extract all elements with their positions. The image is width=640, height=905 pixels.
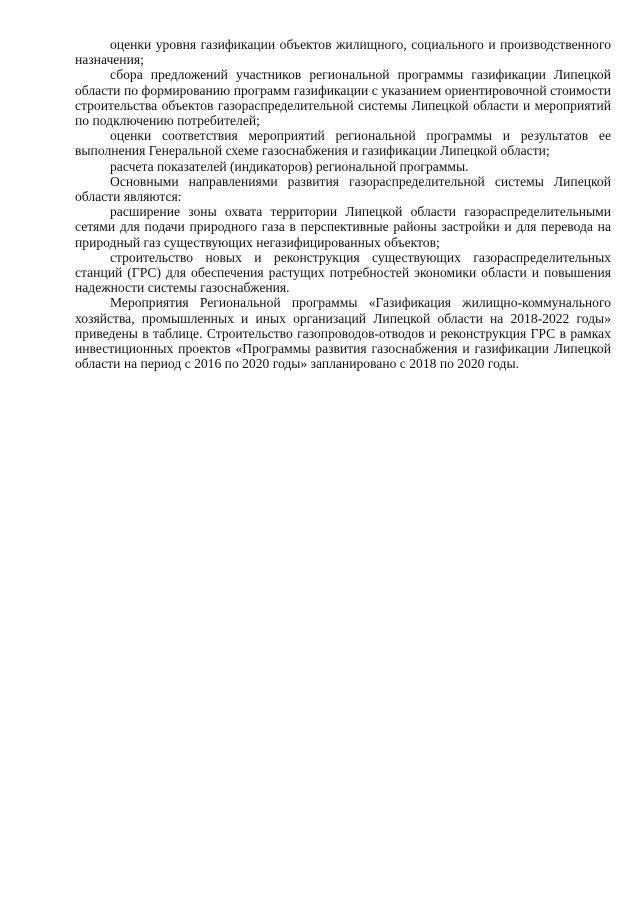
paragraph-proposals-collection: сбора предложений участников региональной программы газификации Липецкой области по формированию программ газификации с указанием ориентировочной стоимости строительства объектов газораспределительной системы Липецкой области и мероприятий по подключению потребителей; [75,67,611,129]
paragraph-main-directions: Основными направлениями развития газораспределительной системы Липецкой области являются: [75,173,611,205]
paragraph-compliance-assessment: оценки соответствия мероприятий региональной программы и результатов ее выполнения Генеральной схеме газоснабжения и газификации Липецкой области; [75,128,611,159]
paragraph-program-activities: Мероприятия Региональной программы «Газификация жилищно-коммунального хозяйства, промышленных и иных организаций Липецкой области на 2018-2022 годы» приведены в таблице. Строительство газопроводов-отводов и реконструкция ГРС в рамках инвестиционных проектов «Программы развития газоснабжения и газификации Липецкой области на период с 2016 по 2020 годы» запланировано с 2018 по 2020 годы. [75,295,611,372]
paragraph-indicators-calculation: расчета показателей (индикаторов) региональной программы. [110,158,469,174]
paragraph-coverage-expansion: расширение зоны охвата территории Липецкой области газораспределительными сетями для подачи природного газа в перспективные районы застройки и для перевода на природный газ существующих негазифицированных объектов; [75,204,611,250]
paragraph-gasification-level: оценки уровня газификации объектов жилищного, социального и производственного назначения; [75,37,611,68]
document-page [75,37,611,371]
paragraph-grs-construction: строительство новых и реконструкция существующих газораспределительных станций (ГРС) для обеспечения растущих потребностей экономики области и повышения надежности системы газоснабжения. [75,249,611,296]
